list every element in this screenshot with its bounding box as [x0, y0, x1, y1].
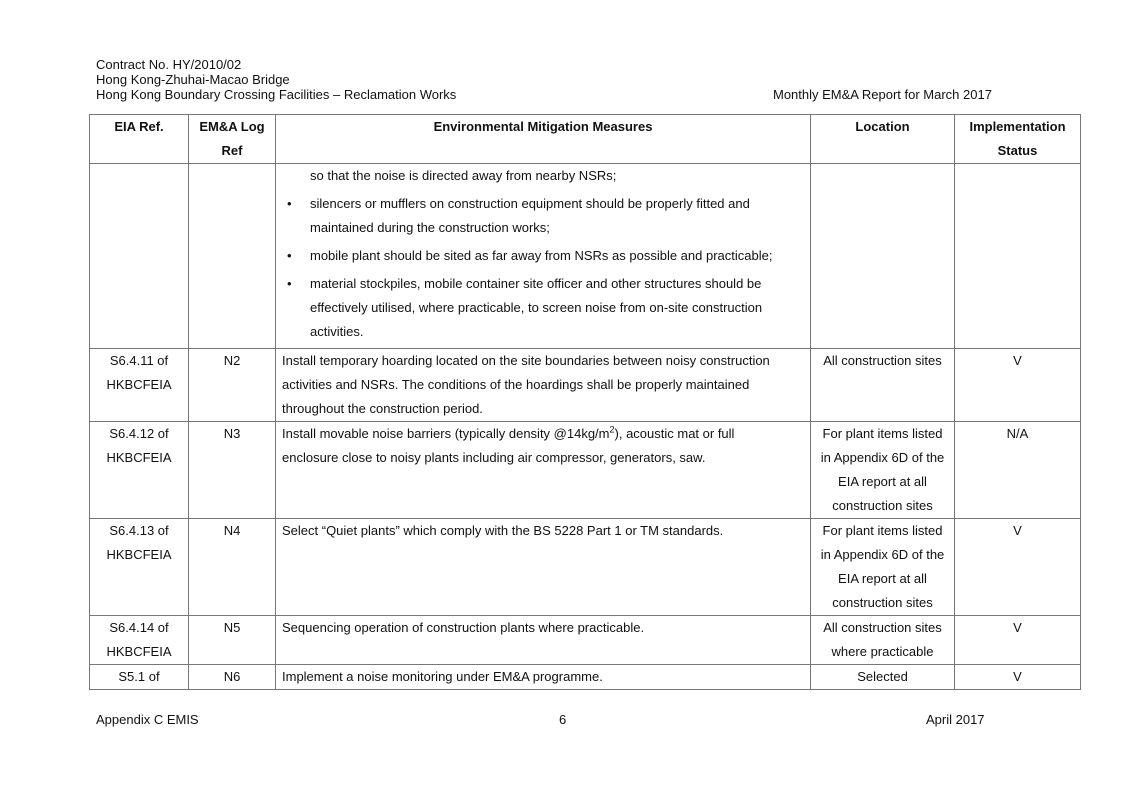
log-ref-cell: N5	[189, 616, 276, 665]
log-ref-cell: N2	[189, 349, 276, 422]
table-row-continuation	[90, 164, 1081, 349]
eia-ref-cell: S6.4.11 of HKBCFEIA	[90, 349, 189, 422]
measure-cell: Install movable noise barriers (typically density $@14kg/m^2$), acoustic mat or full enclosure close to noisy plants including air compressor, generators, saw.	[276, 422, 811, 519]
eia-ref-cell: S5.1 of	[90, 665, 189, 690]
col-header-status	[955, 115, 1081, 164]
col-header-eia-ref: EIA Ref.	[90, 115, 189, 164]
report-title: Monthly EM&A Report for March 2017	[773, 87, 992, 102]
list-item: • mobile plant should be sited as far away from NSRs as possible and practicable;	[282, 244, 804, 268]
col-header-log-ref-line1: EM&A Log	[199, 119, 265, 134]
location-cell: All construction sites	[811, 349, 955, 422]
table-row	[90, 422, 1081, 519]
measure-cell: Sequencing operation of construction plants where practicable.	[276, 616, 811, 665]
col-header-status-line1: Implementation	[969, 119, 1066, 134]
eia-ref-cell: S6.4.14 of HKBCFEIA	[90, 616, 189, 665]
list-item: activities.	[310, 324, 364, 339]
col-header-log-ref-line2: Ref	[221, 143, 243, 158]
table-header-row	[90, 115, 1081, 164]
location-cell: All construction sites where practicable	[811, 616, 955, 665]
table-row	[90, 349, 1081, 422]
footer-date: April 2017	[926, 712, 985, 727]
measure-cell: Select “Quiet plants” which comply with the BS 5228 Part 1 or TM standards.	[276, 519, 811, 616]
list-item: so that the noise is directed away from nearby NSRs;	[310, 168, 617, 183]
footer-appendix: Appendix C EMIS	[96, 712, 199, 727]
mitigation-table	[89, 114, 1081, 690]
status-cell: V	[955, 349, 1081, 422]
col-header-status-line2: Status	[997, 143, 1038, 158]
status-cell: V	[955, 616, 1081, 665]
col-header-log-ref	[189, 115, 276, 164]
list-item: • silencers or mufflers on construction equipment should be properly fitted and	[282, 192, 804, 216]
location-cell: For plant items listed in Appendix 6D of the EIA report at all construction sites	[811, 422, 955, 519]
measure-cell: Install temporary hoarding located on the site boundaries between noisy construction activities and NSRs. The conditions of the hoardings shall be properly maintained throughout the construction period.	[276, 349, 811, 422]
location-cell: Selected	[811, 665, 955, 690]
log-ref-cell: N4	[189, 519, 276, 616]
contract-number: Contract No. HY/2010/02	[96, 57, 242, 72]
status-cell: V	[955, 665, 1081, 690]
table-row	[90, 665, 1081, 690]
col-header-location: Location	[811, 115, 955, 164]
list-item: maintained during the construction works;	[310, 220, 550, 235]
log-ref-cell: N6	[189, 665, 276, 690]
page-number: 6	[559, 712, 567, 727]
measure-cell: Implement a noise monitoring under EM&A programme.	[276, 665, 811, 690]
table-row	[90, 519, 1081, 616]
page-header	[96, 57, 456, 102]
measure-list	[282, 164, 804, 344]
measure-cell	[276, 164, 811, 349]
status-cell: V	[955, 519, 1081, 616]
works-name: Hong Kong Boundary Crossing Facilities – Reclamation Works	[96, 87, 457, 102]
eia-ref-cell: S6.4.13 of HKBCFEIA	[90, 519, 189, 616]
list-item: effectively utilised, where practicable, to screen noise from on-site construction	[310, 300, 763, 315]
status-cell: N/A	[955, 422, 1081, 519]
log-ref-cell: N3	[189, 422, 276, 519]
col-header-measures: Environmental Mitigation Measures	[276, 115, 811, 164]
table-row	[90, 616, 1081, 665]
location-cell: For plant items listed in Appendix 6D of the EIA report at all construction sites	[811, 519, 955, 616]
eia-ref-cell: S6.4.12 of HKBCFEIA	[90, 422, 189, 519]
list-item: • material stockpiles, mobile container site officer and other structures should be	[282, 272, 804, 296]
project-name: Hong Kong-Zhuhai-Macao Bridge	[96, 72, 290, 87]
